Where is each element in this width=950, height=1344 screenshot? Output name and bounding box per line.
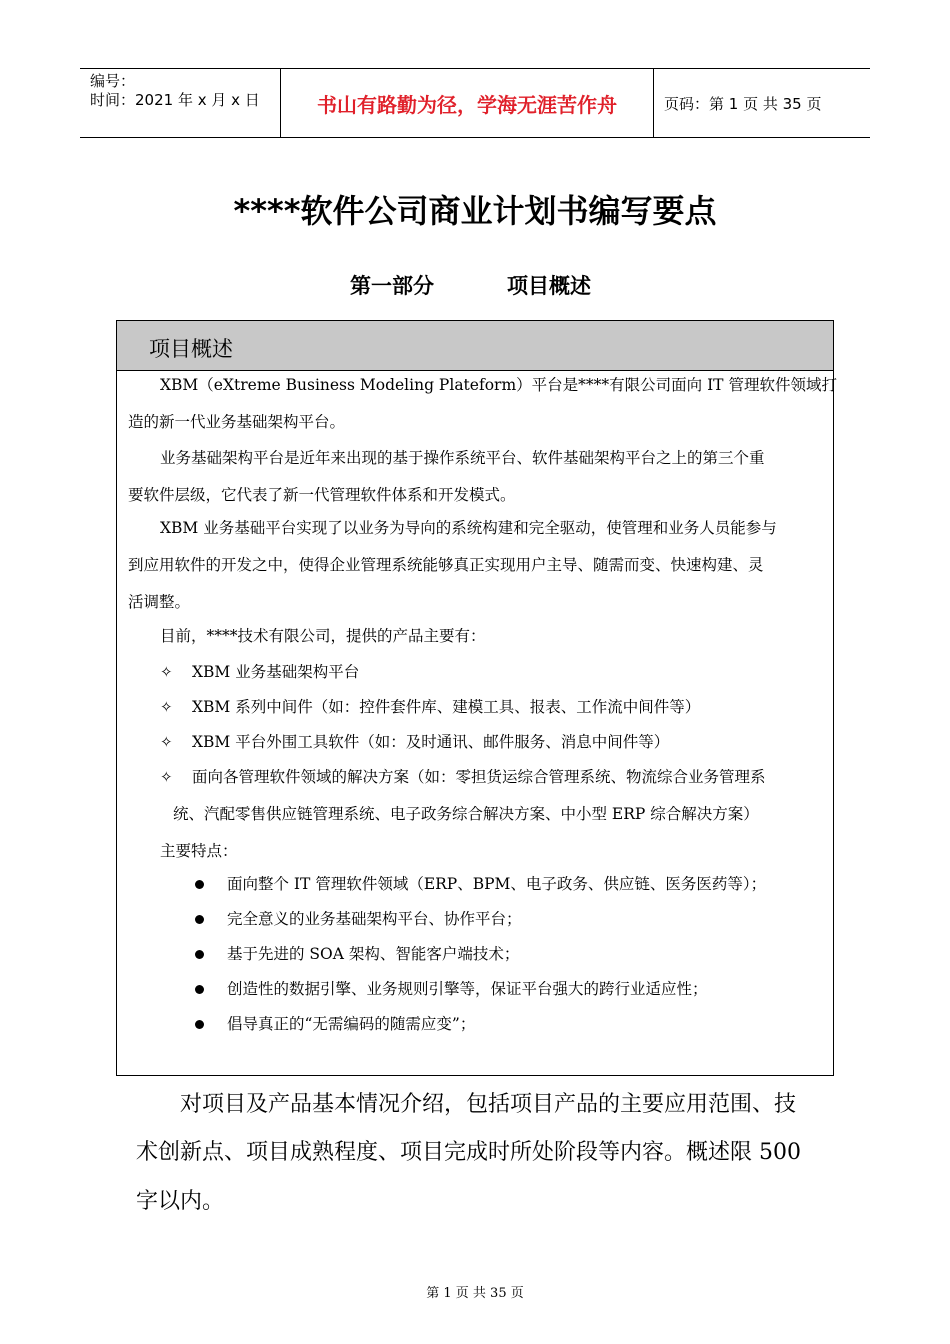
overview-heading-text: 项目概述 bbox=[149, 337, 233, 361]
note-line: 字以内。 bbox=[136, 1189, 225, 1214]
paragraph-line: 造的新一代业务基础架构平台。 bbox=[128, 413, 346, 431]
paragraph-line: XBM 业务基础平台实现了以业务为导向的系统构建和完全驱动，使管理和业务人员能参与 bbox=[160, 519, 777, 537]
bullet-dot-icon bbox=[195, 950, 204, 959]
paragraph-line: XBM（eXtreme Business Modeling Plateform）平台是****有限公司面向 IT 管理软件领域打 bbox=[160, 376, 837, 394]
page-footer: 第 1 页 共 35 页 bbox=[426, 1286, 524, 1301]
document-title: ****软件公司商业计划书编写要点 bbox=[233, 192, 717, 230]
feature-item: 创造性的数据引擎、业务规则引擎等，保证平台强大的跨行业适应性； bbox=[227, 980, 708, 998]
time-label: 时间：2021 年 x 月 x 日 bbox=[90, 91, 260, 109]
diamond-bullet-icon: ✧ bbox=[160, 768, 173, 786]
overview-box-heading bbox=[117, 321, 833, 371]
feature-item: 倡导真正的“无需编码的随需应变”； bbox=[227, 1015, 476, 1033]
feature-item: 面向整个 IT 管理软件领域（ERP、BPM、电子政务、供应链、医务医药等）； bbox=[227, 875, 767, 893]
overview-box bbox=[116, 320, 837, 1076]
header-motto-cell bbox=[281, 69, 653, 137]
product-item: XBM 业务基础架构平台 bbox=[192, 663, 360, 681]
features-label: 主要特点： bbox=[160, 842, 238, 860]
bullet-dot-icon bbox=[195, 1020, 204, 1029]
note-line: 对项目及产品基本情况介绍，包括项目产品的主要应用范围、技 bbox=[180, 1092, 797, 1117]
bullet-dot-icon bbox=[195, 880, 204, 889]
product-item-continued: 统、汽配零售供应链管理系统、电子政务综合解决方案、中小型 ERP 综合解决方案） bbox=[173, 805, 759, 823]
product-item: 面向各管理软件领域的解决方案（如：零担货运综合管理系统、物流综合业务管理系 bbox=[192, 768, 766, 786]
product-item: XBM 系列中间件（如：控件套件库、建模工具、报表、工作流中间件等） bbox=[192, 698, 701, 716]
header-page-cell bbox=[654, 69, 870, 137]
note-line: 术创新点、项目成熟程度、项目完成时所处阶段等内容。概述限 500 bbox=[136, 1140, 801, 1165]
diamond-bullet-icon: ✧ bbox=[160, 698, 173, 716]
paragraph-line: 到应用软件的开发之中，使得企业管理系统能够真正实现用户主导、随需而变、快速构建、灵 bbox=[128, 556, 764, 574]
feature-item: 完全意义的业务基础架构平台、协作平台； bbox=[227, 910, 522, 928]
bullet-dot-icon bbox=[195, 915, 204, 924]
section-name: 项目概述 bbox=[507, 274, 591, 298]
diamond-bullet-icon: ✧ bbox=[160, 663, 173, 681]
bullet-dot-icon bbox=[195, 985, 204, 994]
diamond-bullet-icon: ✧ bbox=[160, 733, 173, 751]
document-header bbox=[80, 68, 870, 138]
motto: 书山有路勤为径，学海无涯苦作舟 bbox=[317, 92, 617, 117]
feature-item: 基于先进的 SOA 架构、智能客户端技术； bbox=[227, 945, 520, 963]
section-part: 第一部分 bbox=[350, 274, 434, 298]
paragraph-line: 业务基础架构平台是近年来出现的基于操作系统平台、软件基础架构平台之上的第三个重 bbox=[160, 449, 765, 467]
paragraph-line: 活调整。 bbox=[128, 593, 191, 611]
header-meta-cell bbox=[80, 69, 280, 137]
product-item: XBM 平台外围工具软件（如：及时通讯、邮件服务、消息中间件等） bbox=[192, 733, 670, 751]
paragraph-line: 目前，****技术有限公司，提供的产品主要有： bbox=[160, 627, 486, 645]
paragraph-line: 要软件层级，它代表了新一代管理软件体系和开发模式。 bbox=[128, 486, 516, 504]
number-label: 编号： bbox=[90, 72, 136, 90]
page-info: 页码：第 1 页 共 35 页 bbox=[664, 94, 822, 113]
